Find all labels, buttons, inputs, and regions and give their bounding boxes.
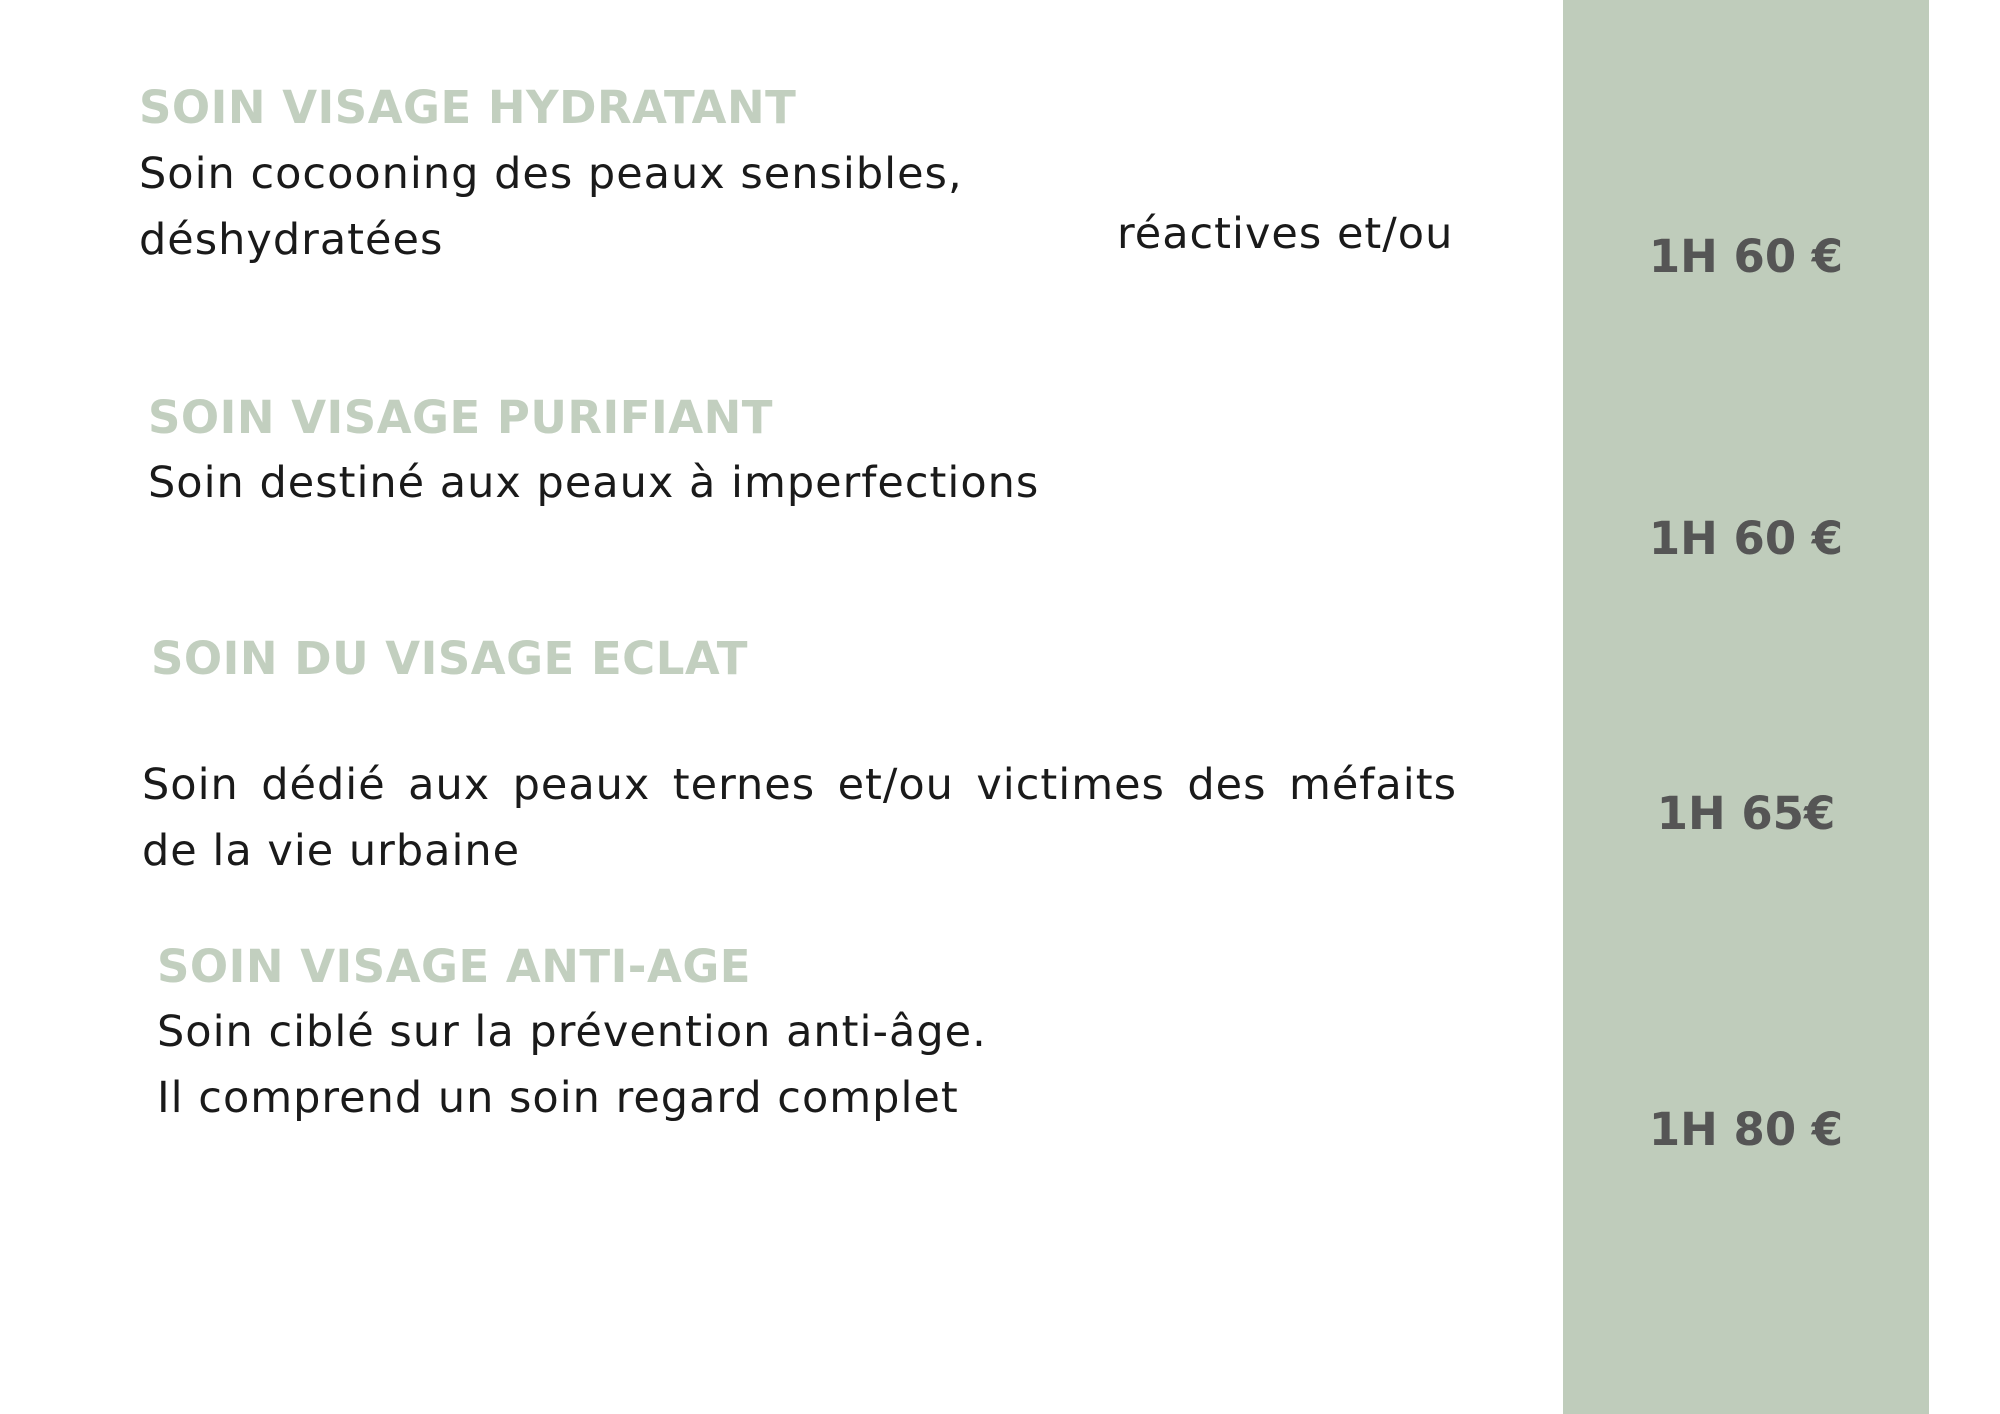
treatment-description-line: Soin ciblé sur la prévention anti-âge. bbox=[157, 1007, 987, 1057]
treatment-description-line: Soin destiné aux peaux à imperfections bbox=[148, 458, 1040, 508]
treatment-description-line: déshydratées bbox=[139, 215, 444, 265]
price-column-background bbox=[1563, 0, 1929, 1414]
treatment-price: 1H 60 € bbox=[1648, 230, 1844, 283]
treatment-title: SOIN VISAGE PURIFIANT bbox=[148, 391, 773, 444]
treatment-title: SOIN DU VISAGE ECLAT bbox=[151, 632, 748, 685]
treatment-title: SOIN VISAGE ANTI-AGE bbox=[157, 940, 751, 993]
treatment-title: SOIN VISAGE HYDRATANT bbox=[139, 81, 797, 134]
treatment-price: 1H 80 € bbox=[1648, 1103, 1844, 1156]
treatment-description-line: Il comprend un soin regard complet bbox=[157, 1073, 959, 1123]
treatment-description-line: Soin cocooning des peaux sensibles, bbox=[139, 149, 963, 199]
treatment-description-line: réactives et/ou bbox=[1117, 209, 1454, 259]
treatment-price: 1H 60 € bbox=[1648, 512, 1844, 565]
treatment-price: 1H 65€ bbox=[1656, 787, 1836, 840]
treatment-description: Soin dédié aux peaux ternes et/ou victimes des méfaits de la vie urbaine bbox=[142, 760, 1457, 876]
